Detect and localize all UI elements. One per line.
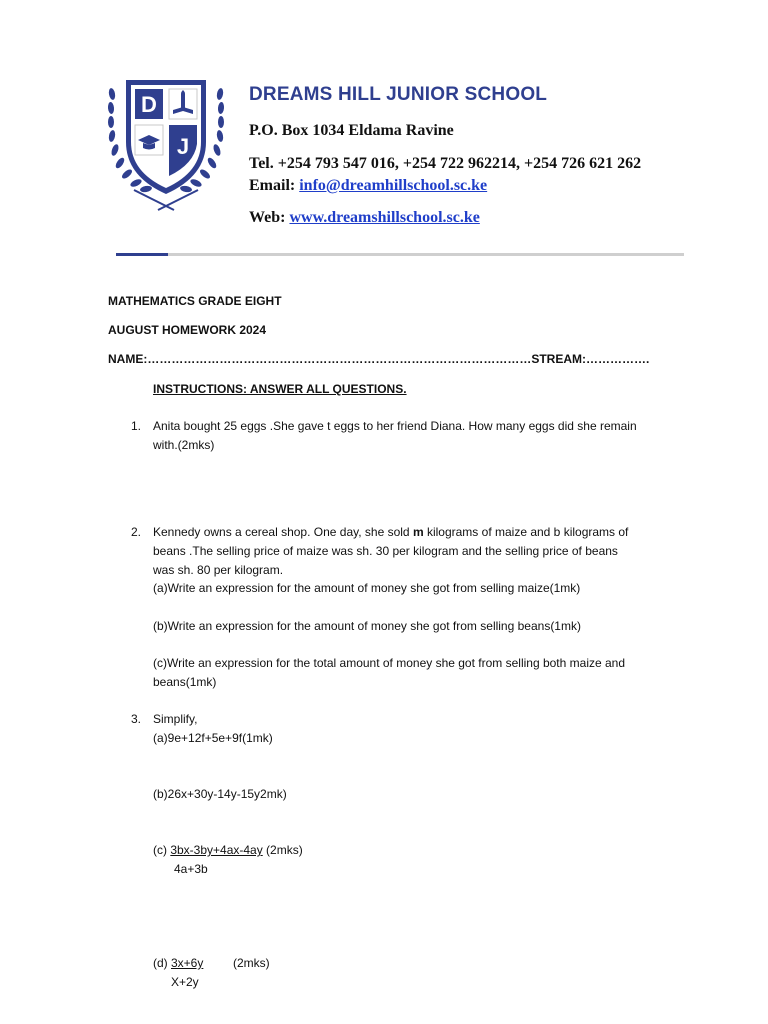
question-2c-line-2: beans(1mk) bbox=[153, 675, 217, 689]
question-2-line-2: beans .The selling price of maize was sh. 30 per kilogram and the selling price of beans bbox=[153, 544, 618, 558]
question-3c-denominator: 4a+3b bbox=[174, 862, 208, 876]
email-line bbox=[249, 177, 487, 195]
question-2b: (b)Write an expression for the amount of money she got from selling beans(1mk) bbox=[153, 619, 581, 633]
email-link[interactable]: info@dreamhillschool.sc.ke bbox=[299, 177, 488, 194]
question-3d-numerator: 3x+6y bbox=[171, 956, 204, 970]
instructions: INSTRUCTIONS: ANSWER ALL QUESTIONS. bbox=[153, 382, 407, 396]
question-2-line-3: was sh. 80 per kilogram. bbox=[153, 563, 284, 577]
web-label: Web: bbox=[249, 209, 290, 226]
question-3-intro: Simplify, bbox=[153, 712, 198, 726]
question-2c-line-1: (c)Write an expression for the total amount of money she got from selling both maize and bbox=[153, 656, 626, 670]
question-1-line-1: Anita bought 25 eggs .She gave t eggs to her friend Diana. How many eggs did she remain bbox=[153, 419, 637, 433]
question-3d bbox=[153, 956, 203, 970]
question-2a: (a)Write an expression for the amount of money she got from selling maize(1mk) bbox=[153, 581, 581, 595]
question-3c-numerator: 3bx-3by+4ax-4ay bbox=[170, 843, 263, 857]
email-label: Email: bbox=[249, 177, 300, 194]
question-3d-denominator: X+2y bbox=[171, 975, 199, 989]
question-3c-marks: (2mks) bbox=[262, 843, 303, 857]
logo-letter-d: D bbox=[141, 92, 157, 117]
question-2-variable-m: m bbox=[412, 525, 424, 539]
question-3d-marks: (2mks) bbox=[233, 956, 270, 970]
school-name: DREAMS HILL JUNIOR SCHOOL bbox=[249, 84, 548, 105]
question-1-line-2: with.(2mks) bbox=[153, 438, 215, 452]
web-link[interactable]: www.dreamshillschool.sc.ke bbox=[289, 209, 480, 226]
logo-letter-j: J bbox=[176, 134, 190, 159]
subject-title: MATHEMATICS GRADE EIGHT bbox=[108, 294, 282, 308]
question-3-number: 3. bbox=[131, 712, 142, 726]
header-divider-accent bbox=[116, 253, 168, 256]
postal-address: P.O. Box 1034 Eldama Ravine bbox=[249, 122, 454, 139]
question-3d-label: (d) bbox=[153, 956, 171, 970]
name-stream-line: NAME:……………………………………………………………………………………STREAM:……………. bbox=[108, 352, 650, 366]
question-3c-label: (c) bbox=[153, 843, 171, 857]
telephone-line: Tel. +254 793 547 016, +254 722 962214, +254 726 621 262 bbox=[249, 155, 642, 172]
question-2-line-1-post: kilograms of maize and b kilograms of bbox=[423, 525, 629, 539]
school-crest-logo bbox=[104, 72, 228, 212]
web-line bbox=[249, 209, 480, 227]
question-2-number: 2. bbox=[131, 525, 142, 539]
question-3b: (b)26x+30y-14y-15y2mk) bbox=[153, 787, 287, 801]
question-3c bbox=[153, 843, 303, 857]
question-2-line-1 bbox=[153, 525, 628, 539]
question-1-number: 1. bbox=[131, 419, 142, 433]
question-3a: (a)9e+12f+5e+9f(1mk) bbox=[153, 731, 273, 745]
exam-title: AUGUST HOMEWORK 2024 bbox=[108, 323, 267, 337]
question-2-line-1-pre: Kennedy owns a cereal shop. One day, she sold bbox=[153, 525, 413, 539]
header-divider bbox=[116, 253, 684, 256]
